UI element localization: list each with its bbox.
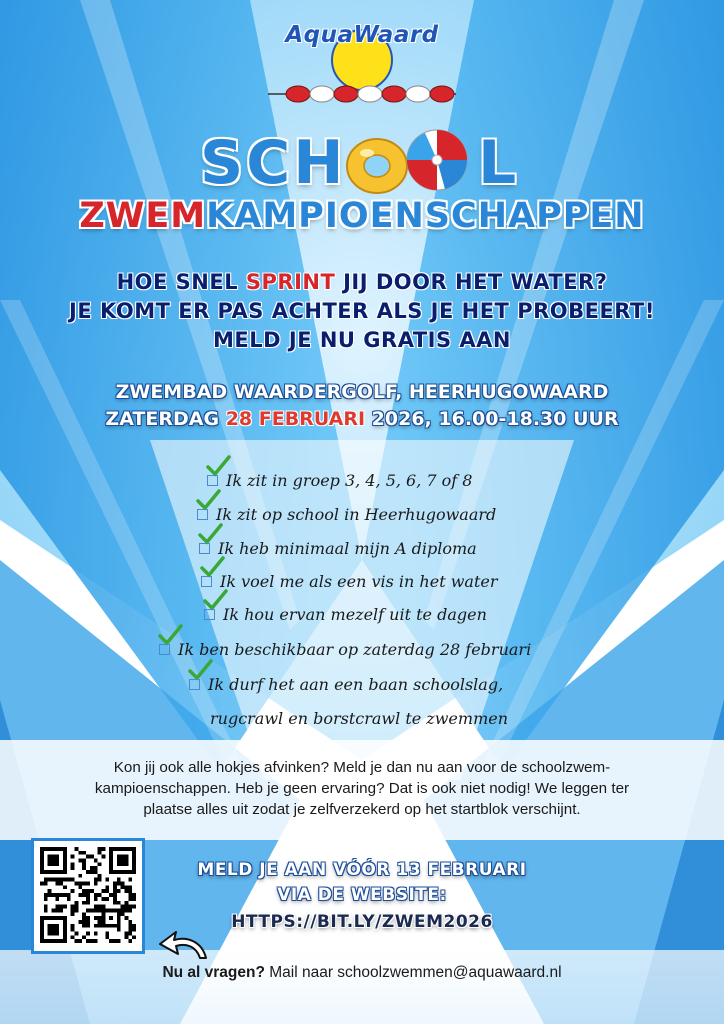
checkmark-icon	[199, 556, 225, 578]
contact-email[interactable]: Mail naar schoolzwemmen@aquawaard.nl	[264, 964, 562, 981]
swim-ring-and-beach-ball-icon	[345, 126, 475, 196]
checkmark-icon	[195, 489, 221, 511]
tagline-sprint: SPRINT	[245, 270, 336, 294]
checklist-item-label: Ik zit op school in Heerhugowaard	[216, 505, 497, 524]
qr-code[interactable]	[40, 847, 136, 943]
checkmark-icon	[205, 455, 231, 477]
venue-date	[0, 408, 724, 430]
tagline-line1-post: JIJ DOOR HET WATER?	[335, 270, 608, 294]
checkbox-icon	[189, 679, 200, 690]
checklist-item	[207, 471, 472, 490]
body-line: Kon jij ook alle hokjes afvinken? Meld je dan nu aan voor de schoolzwem-	[113, 759, 611, 776]
curved-arrow-icon	[158, 928, 210, 964]
checklist-item	[197, 505, 496, 524]
contact-line	[0, 964, 724, 982]
body-line: kampioenschappen. Heb je geen ervaring? Dat is ook niet nodig! We leggen ter	[94, 780, 630, 797]
logo-text: AquaWaard	[285, 22, 439, 48]
checkmark-icon	[157, 624, 183, 646]
body-paragraph	[60, 757, 664, 820]
checklist-item-label: Ik voel me als een vis in het water	[220, 572, 498, 591]
checkbox-icon	[201, 576, 212, 587]
checklist-item-label: Ik hou ervan mezelf uit te dagen	[223, 605, 487, 624]
contact-question: Nu al vragen?	[162, 964, 265, 981]
venue-date-pre: ZATERDAG	[105, 408, 226, 430]
checklist-item	[204, 605, 487, 624]
checklist-item-continuation: rugcrawl en borstcrawl te zwemmen	[210, 709, 509, 728]
checkbox-icon	[204, 609, 215, 620]
venue-date-post: 2026, 16.00-18.30 UUR	[365, 408, 619, 430]
title-school-suffix: L	[478, 128, 520, 198]
title-school	[0, 126, 724, 198]
checkmark-icon	[202, 589, 228, 611]
cta-website-label: VIA DE WEBSITE:	[277, 885, 447, 905]
checklist-item	[199, 539, 477, 558]
checkmark-icon	[197, 523, 223, 545]
cta-link[interactable]: HTTPS://BIT.LY/ZWEM2026	[231, 912, 493, 932]
cta-deadline: MELD JE AAN VÓÓR 13 FEBRUARI	[197, 860, 527, 880]
tagline-line2: JE KOMT ER PAS ACHTER ALS JE HET PROBEERT!	[69, 299, 655, 323]
checklist-item-label: Ik heb minimaal mijn A diploma	[218, 539, 477, 558]
checkbox-icon	[199, 543, 210, 554]
checkmark-icon	[187, 659, 213, 681]
checkbox-icon	[207, 475, 218, 486]
checklist-item-label: Ik ben beschikbaar op zaterdag 28 februari	[178, 640, 532, 659]
venue-date-highlight: 28 FEBRUARI	[225, 408, 366, 430]
venue-location: ZWEMBAD WAARDERGOLF, HEERHUGOWAARD	[115, 381, 609, 403]
body-line: plaatse alles uit zodat je zelfverzekerd op het startblok verschijnt.	[143, 801, 581, 818]
checklist-item-label: Ik durf het aan een baan schoolslag,	[208, 675, 504, 694]
tagline-line3: MELD JE NU GRATIS AAN	[213, 328, 511, 352]
tagline-line1-pre: HOE SNEL	[116, 270, 246, 294]
checklist-item	[159, 640, 531, 659]
title-kampioenschappen: KAMPIOENSCHAPPEN	[206, 196, 645, 236]
checklist-item-label: Ik zit in groep 3, 4, 5, 6, 7 of 8	[226, 471, 473, 490]
title-zwem: ZWEM	[79, 196, 207, 236]
checkbox-icon	[197, 509, 208, 520]
checklist-item	[189, 675, 503, 694]
title-zwemkampioenschappen	[0, 196, 724, 236]
checkbox-icon	[159, 644, 170, 655]
tagline-line1	[0, 270, 724, 294]
checklist-item	[201, 572, 497, 591]
title-school-prefix: SCH	[200, 128, 347, 198]
